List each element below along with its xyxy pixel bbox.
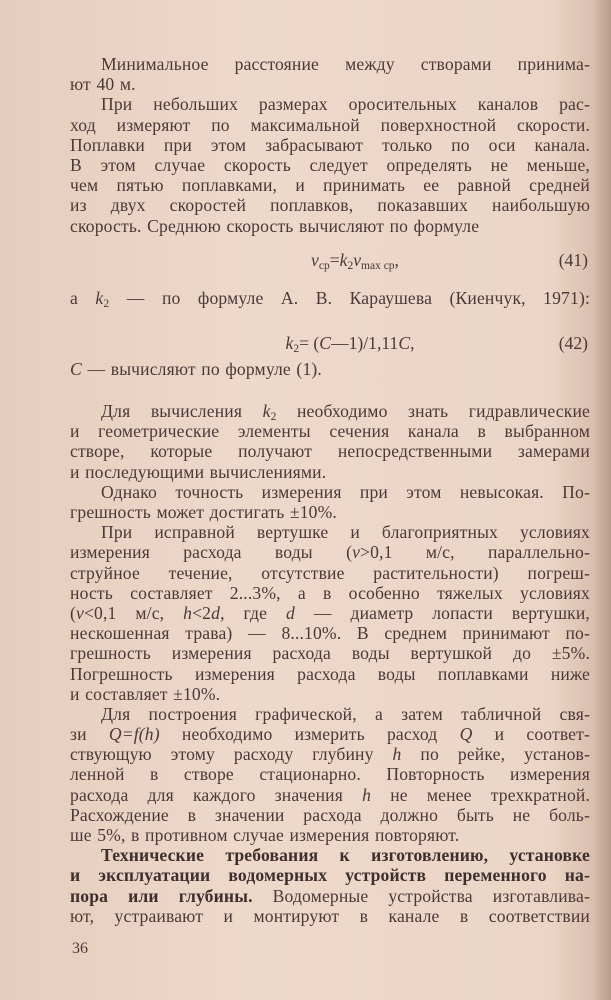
text-line xyxy=(70,643,590,663)
text-run: Расхождение в значении расхода должно быть не боль- xyxy=(70,804,590,825)
text-line xyxy=(70,704,590,724)
para-3 xyxy=(70,288,590,308)
text-line xyxy=(70,216,590,236)
subscript: 2 xyxy=(293,342,300,355)
math-symbol: C xyxy=(398,332,411,353)
text-line xyxy=(70,359,590,379)
para-8 xyxy=(70,704,590,845)
text-run: <2 xyxy=(192,602,212,623)
text-run: >0,1 м/с, параллельно- xyxy=(360,542,590,563)
text-line xyxy=(70,724,590,744)
text-run: и последующими вычислениями. xyxy=(70,461,327,482)
text-line xyxy=(70,764,590,784)
text-line xyxy=(70,502,590,522)
text-run: ность составляет 2...3%, а в особенно тяжелых условиях xyxy=(70,582,590,603)
text-run: грешность может достигать ±10%. xyxy=(70,502,337,522)
text-run: и составляет ±10%. xyxy=(70,683,221,704)
text-line xyxy=(70,684,590,704)
bold-text: Технические требования к изготовлению, установке xyxy=(101,845,590,866)
subscript: 2 xyxy=(347,259,354,272)
text-run: скорость. Среднюю скорость вычисляют по формуле xyxy=(70,215,480,236)
math-symbol: v xyxy=(353,249,362,270)
formula-41 xyxy=(70,250,590,270)
text-run: и соответ- xyxy=(472,724,590,745)
text-run: не менее трехкратной. xyxy=(371,784,591,805)
text-run: При небольших размерах оросительных каналов рас- xyxy=(101,94,590,115)
text-run: необходимо измерить расход xyxy=(159,724,460,745)
text-line xyxy=(70,785,590,805)
text-run: нескошенная трава) — 8...10%. В среднем принимают по- xyxy=(70,623,590,644)
text-line xyxy=(70,583,590,603)
text-line xyxy=(70,482,590,502)
math-symbol: v xyxy=(352,542,361,563)
math-symbol: C xyxy=(70,358,82,379)
text-line xyxy=(70,94,590,114)
text-run: , xyxy=(410,332,415,353)
text-line xyxy=(70,441,590,461)
math-symbol: C xyxy=(319,332,332,353)
text-run: струйное течение, отсутствие растительности) погреш- xyxy=(70,562,590,583)
bold-text: пора или глубины. xyxy=(70,885,253,906)
para-4 xyxy=(70,359,590,379)
text-run: , где xyxy=(220,602,286,623)
para-9 xyxy=(70,845,590,926)
text-line xyxy=(70,155,590,175)
equation-number: (41) xyxy=(558,249,588,270)
math-symbol: k xyxy=(339,249,348,270)
text-line xyxy=(70,865,590,885)
math-symbol: v xyxy=(311,249,319,270)
text-run: грешность измерения расхода воды вертушкой до ±5%. xyxy=(70,643,590,664)
formula-expression xyxy=(70,333,590,359)
math-symbol: Q=f(h) xyxy=(108,724,160,745)
text-line xyxy=(70,195,590,215)
text-run: створе, которые получают непосредственными замерами xyxy=(70,441,590,462)
para-2 xyxy=(70,94,590,235)
text-line xyxy=(70,175,590,195)
text-run: ют 40 м. xyxy=(70,74,136,95)
text-line xyxy=(70,623,590,643)
text-run: расхода для каждого значения xyxy=(70,784,363,805)
text-line xyxy=(70,805,590,825)
text-line xyxy=(70,825,590,845)
text-run: Поплавки при этом забрасывают только по оси канала. xyxy=(70,134,590,155)
math-symbol: d xyxy=(285,602,295,623)
text-run: Однако точность измерения при этом невысокая. По- xyxy=(101,481,590,502)
equation-number: (42) xyxy=(558,332,588,353)
text-line xyxy=(70,421,590,441)
text-run: ют, устраивают и монтируют в канале в соответствии xyxy=(70,905,590,926)
formula-42 xyxy=(70,333,590,353)
para-1 xyxy=(70,54,590,94)
text-line xyxy=(70,135,590,155)
para-5 xyxy=(70,401,590,482)
math-symbol: v xyxy=(76,602,84,623)
text-run: ( xyxy=(70,602,77,623)
text-run: измерения расхода воды ( xyxy=(70,542,353,563)
text-run: Для вычисления xyxy=(101,401,263,422)
text-line xyxy=(70,542,590,562)
text-run: При исправной вертушке и благоприятных условиях xyxy=(101,522,590,543)
text-run: ход измеряют по максимальной поверхностной скорости. xyxy=(70,114,590,135)
math-symbol: k xyxy=(285,332,294,353)
math-symbol: h xyxy=(392,744,402,765)
text-run: , xyxy=(394,249,399,270)
subscript: max ср xyxy=(361,259,395,272)
text-run: = xyxy=(329,249,340,270)
text-line xyxy=(70,54,590,74)
text-run: ше 5%, в противном случае измерения повторяют. xyxy=(70,825,460,845)
text-run: = ( xyxy=(299,332,320,353)
math-symbol: h xyxy=(362,784,372,805)
math-symbol: d xyxy=(211,602,221,623)
text-run: ствующую этому расходу глубину xyxy=(70,744,393,765)
text-run: — вычисляют по формуле (1). xyxy=(81,358,322,379)
text-line xyxy=(70,563,590,583)
text-run: чем пятью поплавками, и принимать ее равной средней xyxy=(70,175,590,196)
math-symbol: h xyxy=(183,602,193,623)
formula-expression xyxy=(70,250,590,276)
subscript: ср xyxy=(318,259,330,272)
text-line xyxy=(70,401,590,424)
para-7 xyxy=(70,522,590,704)
text-run: а xyxy=(70,287,96,308)
page-text xyxy=(70,54,590,926)
text-line xyxy=(70,744,590,764)
para-6 xyxy=(70,482,590,522)
text-run: — по формуле А. В. Караушева (Киенчук, 1971): xyxy=(109,287,590,308)
text-run: и геометрические элементы сечения канала в выбранном xyxy=(70,421,590,442)
text-run: по рейке, установ- xyxy=(401,744,590,765)
text-line xyxy=(70,886,590,906)
text-run: — диаметр лопасти вертушки, xyxy=(294,602,590,623)
text-line xyxy=(70,603,590,623)
text-run: из двух скоростей поплавков, показавших наибольшую xyxy=(70,195,590,216)
text-run: Водомерные устройства изготавлива- xyxy=(252,885,590,906)
text-run: —1)/1,11 xyxy=(331,332,399,353)
math-symbol: k xyxy=(95,287,104,308)
math-symbol: Q xyxy=(459,724,473,745)
text-line xyxy=(70,115,590,135)
bold-text: и эксплуатации водомерных устройств переменного на- xyxy=(70,865,590,886)
text-run: Минимальное расстояние между створами принима- xyxy=(101,54,590,74)
text-run: ленной в створе стационарно. Повторность измерения xyxy=(70,764,590,785)
text-run: В этом случае скорость следует определять не меньше, xyxy=(70,154,590,175)
text-line xyxy=(70,288,590,308)
text-line xyxy=(70,522,590,542)
text-run: Погрешность измерения расхода воды поплавками ниже xyxy=(70,663,590,684)
text-run: <0,1 м/с, xyxy=(83,602,184,623)
text-line xyxy=(70,845,590,865)
subscript: 2 xyxy=(103,297,110,310)
text-run: зи xyxy=(70,724,109,745)
subscript: 2 xyxy=(270,411,277,424)
text-line xyxy=(70,74,590,94)
math-symbol: k xyxy=(262,401,271,422)
text-line xyxy=(70,462,590,482)
text-run: Для построения графической, а затем табличной свя- xyxy=(101,703,590,724)
text-line xyxy=(70,906,590,926)
text-line xyxy=(70,664,590,684)
page-number: 36 xyxy=(72,940,88,957)
text-run: необходимо знать гидравлические xyxy=(276,401,590,422)
